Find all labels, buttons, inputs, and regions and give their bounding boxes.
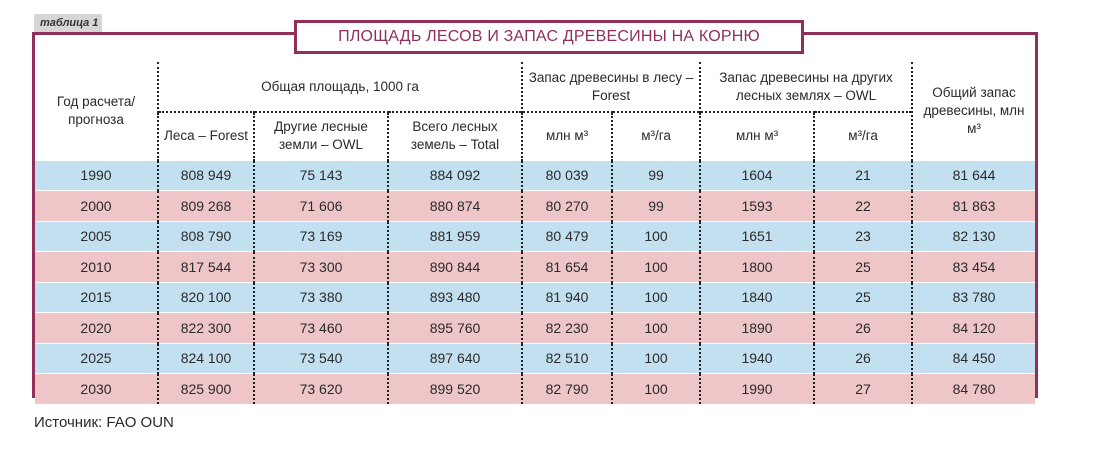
header-forest-per-ha: м³/га [612, 112, 700, 160]
cell-year: 2015 [35, 282, 158, 313]
header-total: Всего лесных земель – Total [388, 112, 522, 160]
table-row [35, 252, 1035, 283]
cell-total-stock: 83 454 [912, 252, 1035, 283]
cell-forest: 822 300 [158, 313, 254, 344]
cell-owl: 71 606 [254, 191, 388, 222]
cell-fs-ha: 100 [612, 374, 700, 404]
header-forest-mln: млн м³ [522, 112, 612, 160]
cell-owl: 73 380 [254, 282, 388, 313]
cell-fs-ha: 100 [612, 282, 700, 313]
cell-fs-ha: 99 [612, 160, 700, 191]
cell-forest: 820 100 [158, 282, 254, 313]
cell-total-stock: 81 863 [912, 191, 1035, 222]
cell-total: 880 874 [388, 191, 522, 222]
cell-total-stock: 82 130 [912, 221, 1035, 252]
header-year: Год расчета/ прогноза [56, 93, 136, 127]
cell-fs-mln: 82 510 [522, 343, 612, 374]
cell-total: 884 092 [388, 160, 522, 191]
cell-year: 2020 [35, 313, 158, 344]
header-owl-per-ha: м³/га [814, 112, 912, 160]
cell-forest: 817 544 [158, 252, 254, 283]
header-owl-stock: Запас древесины на других лесных землях – OWL [700, 62, 912, 112]
cell-fs-ha: 100 [612, 343, 700, 374]
cell-fs-mln: 80 479 [522, 221, 612, 252]
cell-owl-mln: 1651 [700, 221, 814, 252]
cell-fs-mln: 80 270 [522, 191, 612, 222]
cell-forest: 808 790 [158, 221, 254, 252]
cell-year: 2000 [35, 191, 158, 222]
cell-owl-ha: 27 [814, 374, 912, 404]
cell-fs-mln: 81 654 [522, 252, 612, 283]
cell-owl-mln: 1593 [700, 191, 814, 222]
cell-owl-ha: 23 [814, 221, 912, 252]
cell-owl-mln: 1604 [700, 160, 814, 191]
cell-total: 897 640 [388, 343, 522, 374]
cell-owl: 75 143 [254, 160, 388, 191]
cell-total-stock: 81 644 [912, 160, 1035, 191]
table-body [35, 160, 1035, 404]
cell-total: 890 844 [388, 252, 522, 283]
cell-fs-mln: 82 230 [522, 313, 612, 344]
cell-owl-ha: 25 [814, 282, 912, 313]
cell-owl-mln: 1890 [700, 313, 814, 344]
cell-owl-ha: 26 [814, 313, 912, 344]
cell-owl: 73 540 [254, 343, 388, 374]
cell-year: 2025 [35, 343, 158, 374]
header-total-area: Общая площадь, 1000 га [158, 62, 522, 112]
cell-total: 895 760 [388, 313, 522, 344]
table-row [35, 160, 1035, 191]
cell-owl-ha: 22 [814, 191, 912, 222]
header-owl-mln: млн м³ [700, 112, 814, 160]
cell-total-stock: 84 780 [912, 374, 1035, 404]
table-row [35, 221, 1035, 252]
cell-owl-mln: 1990 [700, 374, 814, 404]
cell-year: 2005 [35, 221, 158, 252]
header-owl: Другие лесные земли – OWL [254, 112, 388, 160]
cell-forest: 824 100 [158, 343, 254, 374]
cell-owl: 73 169 [254, 221, 388, 252]
source-note: Источник: FAO OUN [34, 414, 174, 431]
header-total-stock: Общий запас древесины, млн м³ [912, 62, 1035, 160]
cell-fs-ha: 99 [612, 191, 700, 222]
cell-total-stock: 84 450 [912, 343, 1035, 374]
header-forest: Леса – Forest [158, 112, 254, 160]
cell-fs-mln: 80 039 [522, 160, 612, 191]
table-row [35, 282, 1035, 313]
cell-total-stock: 83 780 [912, 282, 1035, 313]
cell-owl-mln: 1940 [700, 343, 814, 374]
cell-forest: 809 268 [158, 191, 254, 222]
cell-owl: 73 460 [254, 313, 388, 344]
table-tag: таблица 1 [34, 14, 102, 32]
cell-owl-ha: 25 [814, 252, 912, 283]
cell-total: 881 959 [388, 221, 522, 252]
cell-year: 2030 [35, 374, 158, 404]
cell-fs-ha: 100 [612, 221, 700, 252]
cell-owl: 73 300 [254, 252, 388, 283]
cell-fs-mln: 81 940 [522, 282, 612, 313]
cell-fs-mln: 82 790 [522, 374, 612, 404]
cell-owl: 73 620 [254, 374, 388, 404]
cell-owl-ha: 21 [814, 160, 912, 191]
table-row [35, 374, 1035, 404]
cell-year: 1990 [35, 160, 158, 191]
table-row [35, 191, 1035, 222]
cell-owl-mln: 1840 [700, 282, 814, 313]
table-row [35, 313, 1035, 344]
table-title: ПЛОЩАДЬ ЛЕСОВ И ЗАПАС ДРЕВЕСИНЫ НА КОРНЮ [294, 20, 804, 54]
cell-fs-ha: 100 [612, 313, 700, 344]
cell-owl-mln: 1800 [700, 252, 814, 283]
cell-total-stock: 84 120 [912, 313, 1035, 344]
cell-forest: 808 949 [158, 160, 254, 191]
cell-total: 893 480 [388, 282, 522, 313]
header-forest-stock: Запас древесины в лесу – Forest [522, 62, 700, 112]
cell-forest: 825 900 [158, 374, 254, 404]
cell-owl-ha: 26 [814, 343, 912, 374]
cell-fs-ha: 100 [612, 252, 700, 283]
cell-total: 899 520 [388, 374, 522, 404]
cell-year: 2010 [35, 252, 158, 283]
table-row [35, 343, 1035, 374]
forest-table [35, 62, 1035, 404]
